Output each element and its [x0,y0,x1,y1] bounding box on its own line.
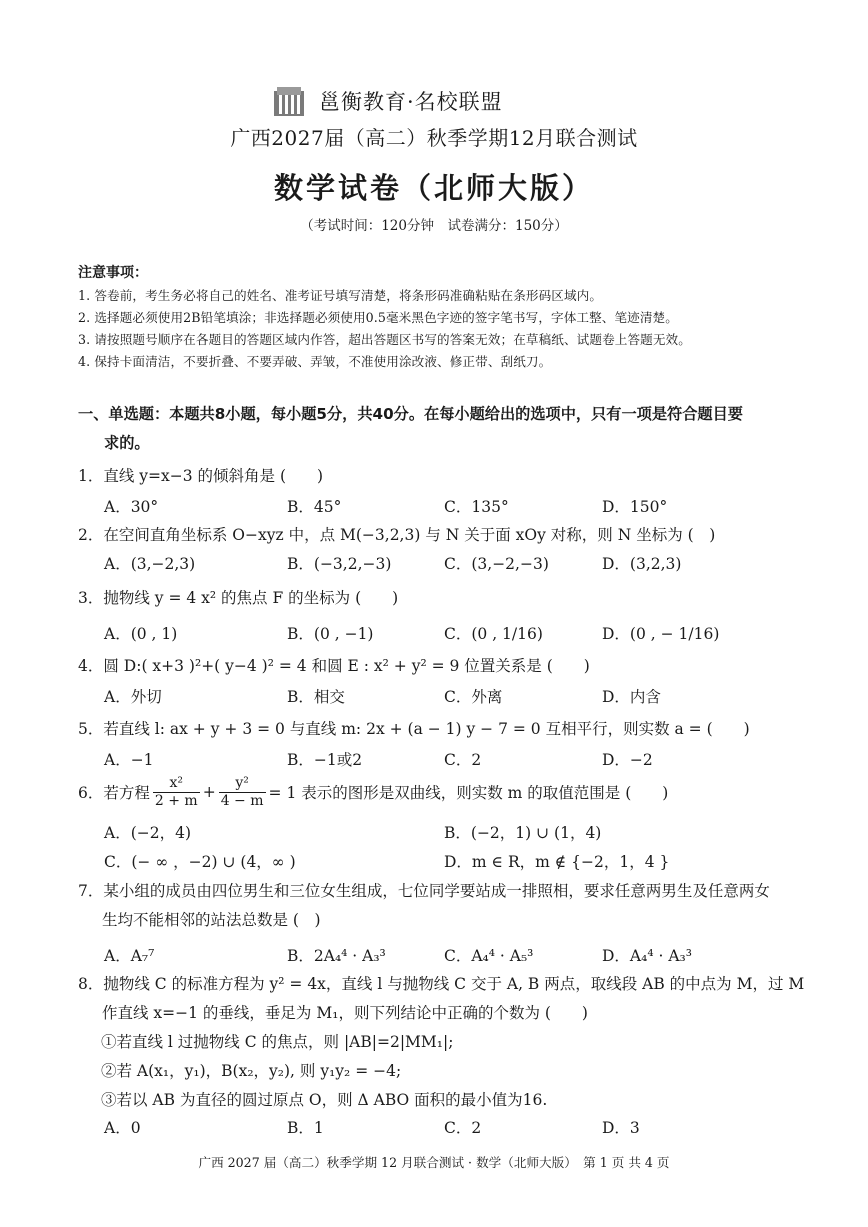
question-stem: 5．若直线 l: ax + y + 3 = 0 与直线 m: 2x + (a − 1) y − 7 = 0 互相平行，则实数 a = ( ) [78,720,750,738]
option: D．m ∈ R，m ∉ {−2，1，4 } [444,853,670,871]
option: D．−2 [602,751,653,769]
option: A．(−2，4) [104,824,191,842]
option: B．(−3,2,−3) [287,555,392,573]
option: D．3 [602,1119,640,1137]
option: B．1 [287,1119,324,1137]
option: C．(3,−2,−3) [444,555,549,573]
option: B．(0 , −1) [287,625,374,643]
question-stem: 4．圆 D:( x+3 )²+( y−4 )² = 4 和圆 E : x² + y² = 9 位置关系是 ( ) [78,657,590,675]
question-stem: 2．在空间直角坐标系 O−xyz 中，点 M(−3,2,3) 与 N 关于面 xOy 对称，则 N 坐标为 ( ) [78,526,716,544]
question-stem-cont: 生均不能相邻的站法总数是 ( ) [102,911,321,929]
stem-text: 6．若方程 [78,784,150,802]
option: D．内含 [602,688,661,706]
fraction-numerator: x² [169,774,184,791]
statement-item: ②若 A(x₁，y₁)，B(x₂，y₂), 则 y₁y₂ = −4; [101,1062,402,1080]
option: C．2 [444,1119,482,1137]
notice-item: 1. 答卷前，考生务必将自己的姓名、准考证号填写清楚，将条形码准确粘贴在条形码区域内。 [78,288,603,303]
option: B．(−2，1) ∪ (1，4) [444,824,602,842]
option: A．外切 [104,688,162,706]
option: C．135° [444,498,509,516]
question-stem: 8．抛物线 C 的标准方程为 y² = 4x，直线 l 与抛物线 C 交于 A, B 两点，取线段 AB 的中点为 M，过 M [78,975,805,993]
header-brand-row [273,84,503,118]
option: C．(− ∞ ，−2) ∪ (4，∞ ) [104,853,296,871]
statement-item: ①若直线 l 过抛物线 C 的焦点，则 |AB|=2|MM₁|; [101,1033,454,1051]
plus-sign: + [202,783,216,801]
fraction [153,775,200,810]
section-heading: 一、单选题：本题共8小题，每小题5分，共40分。在每小题给出的选项中，只有一项是符合题目要 [78,405,743,423]
page-title: 数学试卷（北师大版） [273,171,594,205]
notice-item: 4. 保持卡面清洁，不要折叠、不要弄破、弄皱，不准使用涂改液、修正带、刮纸刀。 [78,354,552,369]
option: A．A₇⁷ [104,947,155,965]
option: D．(0 , − 1/16) [602,625,720,643]
book-logo-icon [273,85,305,117]
section-heading-cont: 求的。 [104,434,150,452]
option: D．(3,2,3) [602,555,682,573]
option: B．2A₄⁴ · A₃³ [287,947,386,965]
option: A．30° [104,498,159,516]
option: C．2 [444,751,482,769]
notice-heading: 注意事项： [78,265,148,281]
option: A．−1 [104,751,154,769]
option: A．0 [104,1119,141,1137]
question-stem-cont: 作直线 x=−1 的垂线，垂足为 M₁，则下列结论中正确的个数为 ( ) [102,1004,588,1022]
option: A．(0 , 1) [104,625,178,643]
option: C．(0 , 1/16) [444,625,543,643]
fraction-numerator: y² [235,774,249,791]
option: C．A₄⁴ · A₅³ [444,947,534,965]
option: D．150° [602,498,668,516]
stem-text: = 1 表示的图形是双曲线，则实数 m 的取值范围是 ( ) [268,784,669,802]
question-stem: 1．直线 y=x−3 的倾斜角是 ( ) [78,467,324,485]
exam-info: （考试时间：120分钟 试卷满分：150分） [300,218,568,234]
option: B．−1或2 [287,751,363,769]
question-stem: 3．抛物线 y = 4 x² 的焦点 F 的坐标为 ( ) [78,589,399,607]
brand-name: 邕衡教育·名校联盟 [319,90,503,114]
option: B．相交 [287,688,345,706]
exam-subtitle: 广西2027届（高二）秋季学期12月联合测试 [230,126,638,150]
option: B．45° [287,498,342,516]
fraction-denominator: 4 − m [220,792,264,809]
option: C．外离 [444,688,503,706]
statement-item: ③若以 AB 为直径的圆过原点 O，则 Δ ABO 面积的最小值为16. [101,1091,548,1109]
option: A．(3,−2,3) [104,555,196,573]
notice-item: 3. 请按照题号顺序在各题目的答题区域内作答，超出答题区书写的答案无效；在草稿纸、试题卷上答题无效。 [78,332,691,347]
fraction-denominator: 2 + m [154,792,198,809]
notice-item: 2. 选择题必须使用2B铅笔填涂；非选择题必须使用0.5毫米黑色字迹的签字笔书写，字体工整、笔迹清楚。 [78,310,678,325]
page-footer: 广西 2027 届（高二）秋季学期 12 月联合测试 · 数学（北师大版） 第 1 页 共 4 页 [198,1155,670,1170]
fraction [219,775,266,810]
question-stem-6 [78,771,668,813]
option: D．A₄⁴ · A₃³ [602,947,692,965]
question-stem: 7．某小组的成员由四位男生和三位女生组成，七位同学要站成一排照相，要求任意两男生及任意两女 [78,882,770,900]
